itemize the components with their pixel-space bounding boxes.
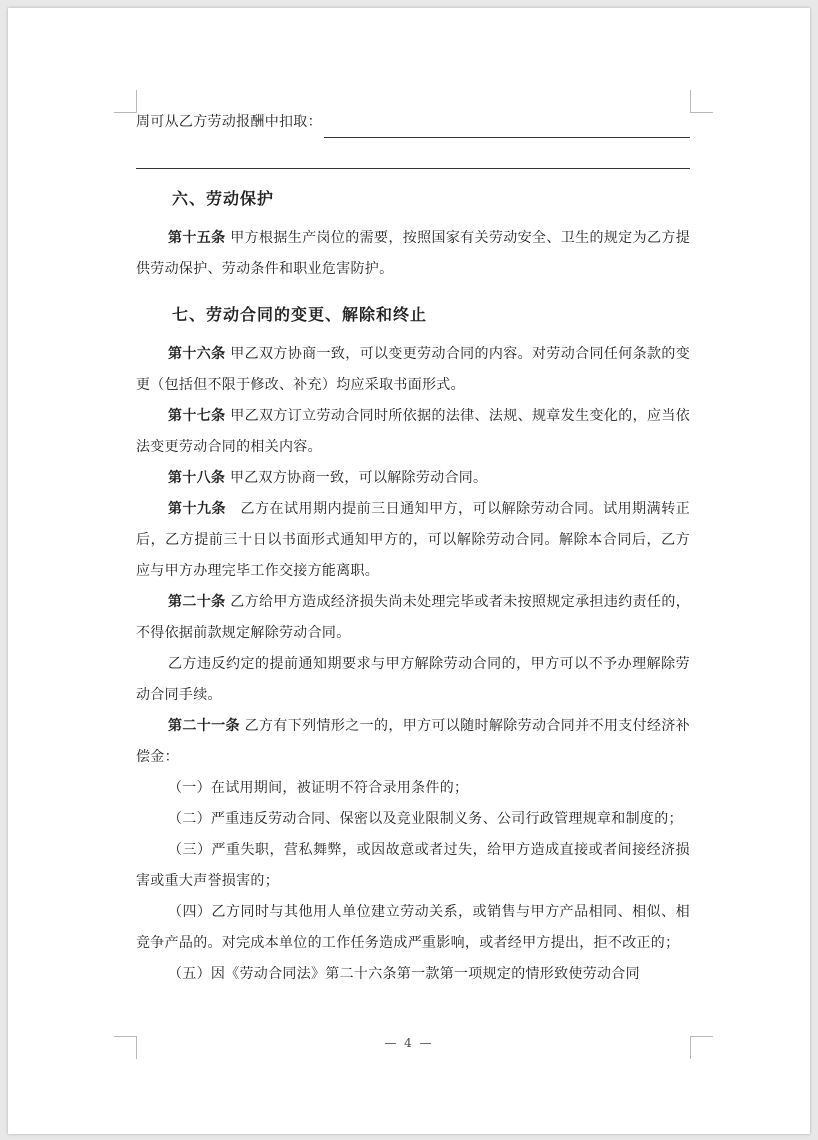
article-number: 第二十条 (168, 594, 226, 610)
clause-paragraph (136, 587, 690, 649)
sections-container (136, 179, 690, 990)
article-number: 第十八条 (168, 470, 226, 486)
section-heading: 七、劳动合同的变更、解除和终止 (172, 305, 428, 324)
clause-paragraph (136, 773, 690, 804)
clause-text: （一）在试用期间，被证明不符合录用条件的； (168, 780, 469, 796)
blank-fill-line (324, 115, 690, 138)
clause-text: 乙方在试用期内提前三日通知甲方，可以解除劳动合同。试用期满转正后，乙方提前三十日以书面形式通知甲方的，可以解除劳动合同。解除本合同后，乙方应与甲方办理完毕工作交接方能离职。 (136, 501, 690, 579)
clause-paragraph (136, 649, 690, 711)
clause-text: 甲乙双方订立劳动合同时所依据的法律、法规、规章发生变化的，应当依法变更劳动合同的相关内容。 (136, 408, 690, 455)
article-number: 第二十一条 (168, 718, 240, 734)
clause-text: 乙方有下列情形之一的，甲方可以随时解除劳动合同并不用支付经济补偿金： (136, 718, 690, 765)
clause-paragraph (136, 339, 690, 401)
clause-paragraph (136, 711, 690, 773)
document-page (8, 8, 810, 1134)
clause-text: （四）乙方同时与其他用人单位建立劳动关系，或销售与甲方产品相同、相似、相竞争产品的。对完成本单位的工作任务造成严重影响，或者经甲方提出，拒不改正的； (136, 904, 690, 951)
clause-paragraph (136, 835, 690, 897)
section-heading: 六、劳动保护 (172, 189, 275, 208)
deduction-text: 周可从乙方劳动报酬中扣取： (136, 114, 322, 130)
clause-text: 乙方违反约定的提前通知期要求与甲方解除劳动合同的，甲方可以不予办理解除劳动合同手续。 (136, 656, 690, 703)
clause-paragraph (136, 401, 690, 463)
document-body (136, 108, 690, 990)
margin-corner-mark (690, 90, 713, 113)
margin-corner-mark (114, 90, 137, 113)
clause-paragraph (136, 463, 690, 494)
article-number: 第十五条 (168, 230, 226, 246)
clause-paragraph (136, 804, 690, 835)
clause-text: 甲乙双方协商一致，可以解除劳动合同。 (225, 470, 488, 486)
clause-text: 乙方给甲方造成经济损失尚未处理完毕或者未按照规定承担违约责任的，不得依据前款规定解除劳动合同。 (136, 594, 690, 641)
article-number: 第十九条 (168, 501, 227, 517)
clause-text: 甲乙双方协商一致，可以变更劳动合同的内容。对劳动合同任何条款的变更（包括但不限于修改、补充）均应采取书面形式。 (136, 346, 690, 393)
clause-paragraph (136, 223, 690, 285)
article-number: 第十六条 (168, 346, 226, 362)
clause-text: 甲方根据生产岗位的需要，按照国家有关劳动安全、卫生的规定为乙方提供劳动保护、劳动条件和职业危害防护。 (136, 230, 690, 277)
clause-paragraph (136, 897, 690, 959)
clause-paragraph (136, 494, 690, 587)
blank-fill-line (136, 138, 690, 169)
clause-paragraph (136, 959, 690, 990)
deduction-line (136, 108, 690, 138)
article-number: 第十七条 (168, 408, 226, 424)
clause-text: （五）因《劳动合同法》第二十六条第一款第一项规定的情形致使劳动合同 (168, 966, 640, 982)
clause-text: （三）严重失职，营私舞弊，或因故意或者过失，给甲方造成直接或者间接经济损害或重大声誉损害的； (136, 842, 690, 889)
clause-text: （二）严重违反劳动合同、保密以及竞业限制义务、公司行政管理规章和制度的； (168, 811, 683, 827)
page-number: — 4 — (384, 1036, 434, 1050)
